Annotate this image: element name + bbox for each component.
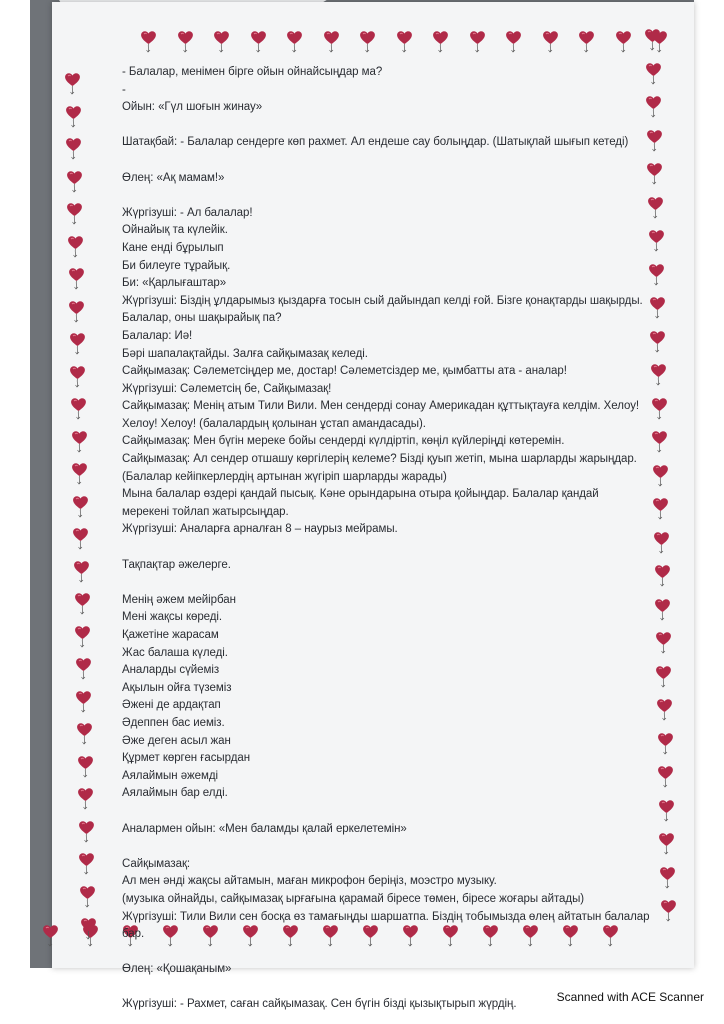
text-line: Өлең: «Ақ мамам!» (122, 171, 225, 184)
heart-balloon-icon (65, 105, 82, 120)
text-line (122, 117, 692, 135)
heart-balloon-icon (432, 30, 449, 45)
text-line: - Балалар, менімен бірге ойын ойнайсыңдар ма? (122, 66, 383, 78)
text-line: Жүргізуші: Біздің ұлдарымыз қыздарға тосын сый дайындап келді ғой. Бізге қонақтарды шақырды. (122, 294, 643, 307)
heart-balloon-icon (323, 30, 340, 45)
text-line: Кане енді бұрылып (122, 241, 224, 254)
text-line: Аналарды сүйеміз (122, 664, 220, 677)
text-line: Би: «Қарлығаштар» (122, 277, 227, 290)
text-line: Жүргізуші: Тили Вили сен босқа өз тамағыңды шаршатпа. Біздің тобымызда өлең айтатын балалар (122, 910, 650, 923)
heart-balloon-icon (578, 30, 595, 45)
text-line: Әже деген асыл жан (122, 734, 231, 747)
heart-balloon-icon (213, 30, 230, 45)
text-line (122, 187, 692, 205)
heart-balloon-icon (615, 30, 632, 45)
heart-balloon-icon (72, 495, 89, 510)
text-line: Сайқымазақ: Мен бүгін мереке бойы сендерді күлдіртіп, көңіл күйлеріңді көтеремін. (122, 435, 565, 448)
text-line: Шатақбай: - Балалар сендерге көп рахмет. Ал ендеше сау болыңдар. (Шатықлай шығып кетеді) (122, 136, 629, 149)
text-line: Жүргізуші: Аналарға арналған 8 – наурыз мейрамы. (122, 523, 398, 536)
heart-balloon-icon (42, 924, 59, 939)
text-line: Тақпақтар әжелерге. (122, 558, 231, 571)
text-line: бар. (122, 928, 145, 941)
heart-balloon-icon (76, 722, 93, 737)
text-line (122, 539, 692, 557)
text-line: Жүргізуші: - Ал балалар! (122, 206, 253, 219)
heart-balloon-icon (78, 820, 95, 835)
text-line: Әдеппен бас иеміз. (122, 716, 225, 729)
text-line: Би билеуге тұрайық. (122, 259, 231, 272)
text-line: мерекені тойлап жатырсыңдар. (122, 505, 289, 518)
heart-balloon-icon (64, 72, 81, 87)
heart-balloon-icon (542, 30, 559, 45)
text-line (122, 944, 692, 962)
heart-balloon-icon (359, 30, 376, 45)
text-line: (музыка ойнайды, сайқымазақ ырғағына қарамай біресе төмен, біресе жоғары айтады) (122, 892, 585, 905)
text-line: Әжені де ардақтап (122, 699, 221, 712)
text-line: Жас балаша күледі. (122, 646, 228, 659)
document-text (122, 64, 692, 1014)
text-line: Мына балалар өздері қандай пысық. Кәне орындарына отыра қойыңдар. Балалар қандай (122, 488, 599, 501)
heart-balloon-icon (68, 267, 85, 282)
text-line: Сайқымазақ: Менің атым Тили Вили. Мен сендерді сонау Америкадан құттықтауға келдім. Хелоу! (122, 400, 640, 413)
text-line: Ойын: «Гүл шоғын жинау» (122, 101, 263, 114)
heart-balloon-icon (66, 170, 83, 185)
text-line: Ойнайық та күлейік. (122, 224, 228, 237)
heart-balloon-icon (67, 235, 84, 250)
heart-balloon-icon (74, 625, 91, 640)
heart-balloon-icon (70, 397, 87, 412)
text-line: Аялаймын бар елді. (122, 787, 228, 800)
heart-balloon-icon (71, 462, 88, 477)
heart-balloon-icon (72, 527, 89, 542)
scanner-watermark: Scanned with ACE Scanner (556, 990, 704, 1004)
heart-balloon-icon (78, 852, 95, 867)
heart-balloon-icon (644, 28, 661, 43)
text-line: Ақылын ойға түземіз (122, 681, 232, 694)
text-line: Қажетіне жарасам (122, 629, 219, 641)
heart-balloon-icon (140, 30, 157, 45)
text-line: Жүргізуші: - Рахмет, саған сайқымазақ. Сен бүгін бізді қызықтырып жүрдің. (122, 998, 517, 1011)
text-line: Сайқымазақ: Сәлеметсіңдер ме, достар! Сәлеметсіздер ме, қымбатты ата - аналар! (122, 365, 567, 378)
text-line: - (122, 83, 126, 96)
text-line (122, 152, 692, 170)
heart-balloon-icon (469, 30, 486, 45)
text-line (122, 838, 692, 856)
heart-balloon-icon (79, 885, 96, 900)
heart-balloon-icon (286, 30, 303, 45)
heart-balloon-icon (77, 787, 94, 802)
heart-balloon-icon (505, 30, 522, 45)
heart-balloon-icon (66, 202, 83, 217)
heart-balloon-icon (75, 657, 92, 672)
text-line: Балалар: Иә! (122, 329, 193, 342)
text-line (122, 803, 692, 821)
heart-balloon-icon (250, 30, 267, 45)
text-line: Хелоу! Хелоу! (балалардың қолынан ұстап амандасады). (122, 417, 426, 430)
text-line: Менің әжем мейірбан (122, 593, 236, 606)
heart-balloon-icon (77, 755, 94, 770)
text-line: Құрмет көрген ғасырдан (122, 752, 251, 765)
text-line: (Балалар кейіпкерлердің артынан жүгіріп шарларды жарады) (122, 470, 447, 483)
text-line: Мені жақсы көреді. (122, 611, 223, 624)
text-line: Ал мен әнді жақсы айтамын, маған микрофон беріңіз, моэстро музыку. (122, 875, 497, 888)
text-line: Сайқымазақ: Ал сендер отшашу көргілерің келеме? Бізді қуып жетіп, мына шарларды жарыңдар. (122, 453, 637, 466)
heart-balloon-icon (68, 300, 85, 315)
heart-balloon-icon (74, 592, 91, 607)
heart-balloon-icon (80, 917, 97, 932)
text-line: Өлең: «Қошақаным» (122, 963, 232, 976)
heart-balloon-icon (177, 30, 194, 45)
text-line: Бәрі шапалақтайды. Залға сайқымазақ келеді. (122, 347, 368, 360)
text-line (122, 574, 692, 592)
heart-balloon-icon (69, 332, 86, 347)
heart-balloon-icon (73, 560, 90, 575)
text-line: Жүргізуші: Сәлеметсің бе, Сайқымазақ! (122, 382, 332, 395)
text-line: Аналармен ойын: «Мен баламды қалай еркелетемін» (122, 822, 407, 835)
text-line: Аялаймын әжемді (122, 769, 219, 782)
heart-balloon-icon (65, 137, 82, 152)
heart-balloon-icon (396, 30, 413, 45)
text-line: Сайқымазақ: (122, 857, 191, 870)
heart-balloon-icon (69, 365, 86, 380)
heart-balloon-icon (75, 690, 92, 705)
heart-balloon-icon (71, 430, 88, 445)
text-line: Балалар, оны шақырайық па? (122, 312, 282, 325)
